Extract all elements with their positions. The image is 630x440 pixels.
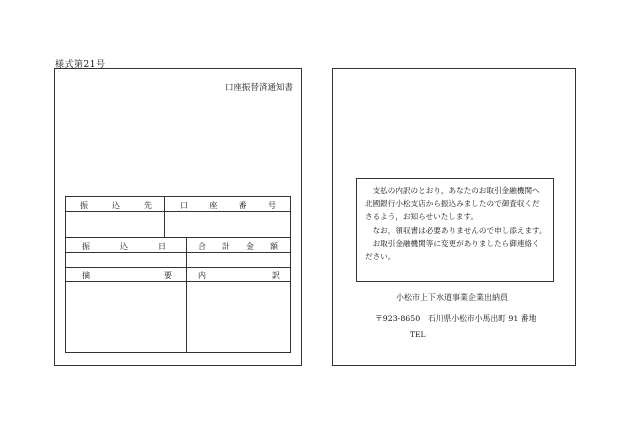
notice-paragraph: 支払の内訳のとおり，あなたのお取引金融機関へ北國銀行小松支店から振込みましたので御査収くださるよう，お知らせいたします。 [365, 186, 540, 222]
issuer-tel: TEL [410, 330, 426, 339]
breakdown-label: 内 訳 [198, 271, 280, 280]
document-title: 口座振替済通知書 [224, 83, 293, 93]
issuer-address: 〒923-8650 石川県小松市小馬出町 91 番地 [375, 314, 537, 323]
total-amount-label: 合 計 金 額 [198, 242, 278, 251]
issuer-name: 小松市上下水道事業企業出納員 [396, 293, 508, 302]
notice-paragraph: なお，領収書は必要ありませんので申し添えます。 [365, 225, 547, 235]
account-number-label: 口 座 番 号 [180, 201, 276, 210]
notice-paragraph: お取引金融機関等に変更がありましたら御連絡ください。 [365, 238, 540, 262]
summary-label: 摘 要 [82, 271, 172, 280]
form-number: 様式第21号 [55, 60, 106, 70]
notice-box [356, 178, 554, 282]
transfer-date-label: 振 込 日 [82, 242, 166, 251]
details-table [65, 196, 291, 353]
payee-label: 振 込 先 [80, 201, 152, 210]
